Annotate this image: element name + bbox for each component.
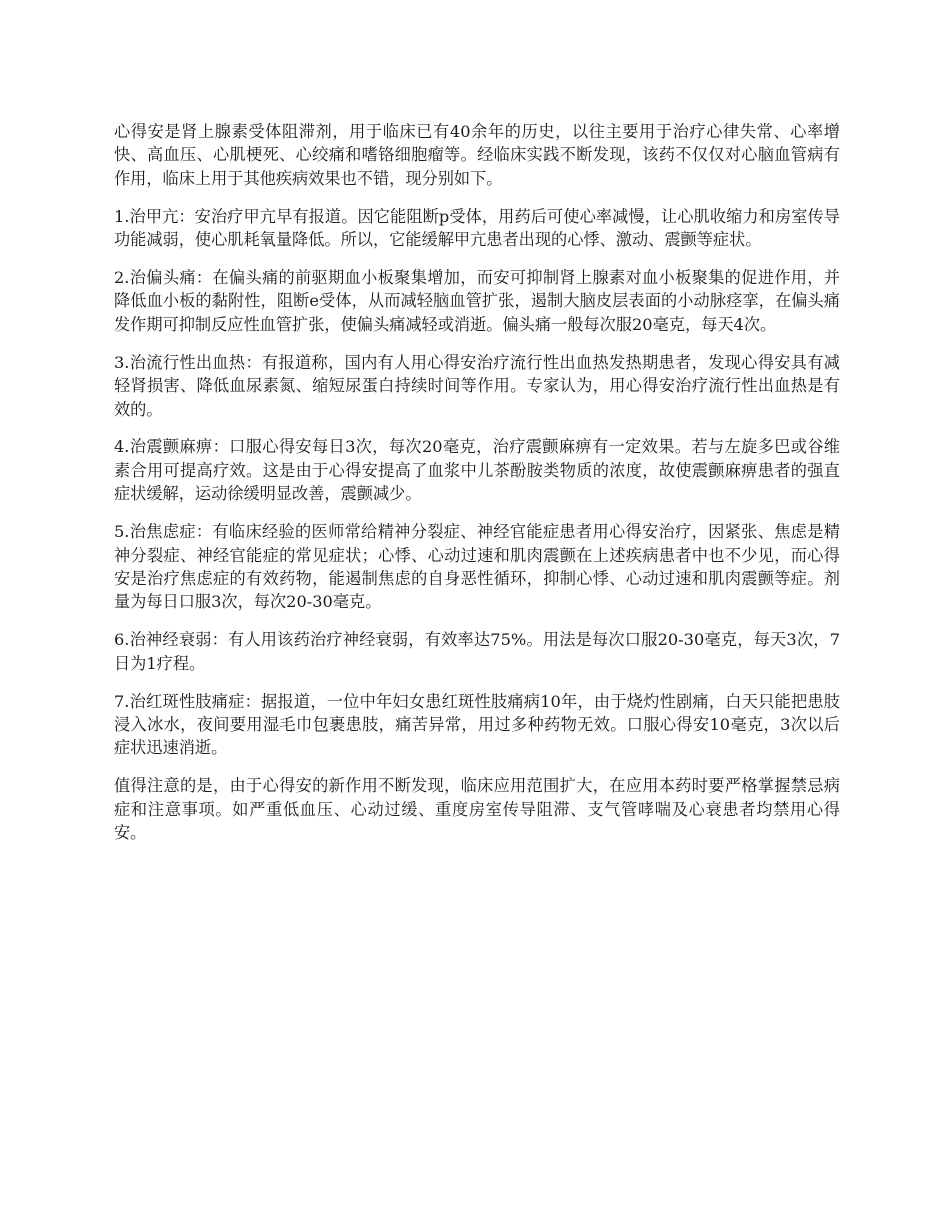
item-erythromelalgia-paragraph: 7.治红斑性肢痛症：据报道，一位中年妇女患红斑性肢痛病10年，由于烧灼性剧痛，白天只能把患肢浸入冰水，夜间要用湿毛巾包裹患肢，痛苦异常，用过多种药物无效。口服心得安10毫克，3次以后症状迅速消逝。: [114, 691, 840, 758]
item-hemorrhagic-fever-paragraph: 3.治流行性出血热：有报道称，国内有人用心得安治疗流行性出血热发热期患者，发现心得安具有减轻肾损害、降低血尿素氮、缩短尿蛋白持续时间等作用。专家认为，用心得安治疗流行性出血热是有效的。: [114, 352, 840, 419]
intro-paragraph: 心得安是肾上腺素受体阻滞剂，用于临床已有40余年的历史，以往主要用于治疗心律失常、心率增快、高血压、心肌梗死、心绞痛和嗜铬细胞瘤等。经临床实践不断发现，该药不仅仅对心脑血管病有作用，临床上用于其他疾病效果也不错，现分别如下。: [114, 122, 840, 188]
item-anxiety-paragraph: 5.治焦虑症：有临床经验的医师常给精神分裂症、神经官能症患者用心得安治疗，因紧张、焦虑是精神分裂症、神经官能症的常见症状；心悸、心动过速和肌肉震颤在上述疾病患者中也不少见，而心得安是治疗焦虑症的有效药物，能遏制焦虑的自身恶性循环，抑制心悸、心动过速和肌肉震颤等症。剂量为每日口服3次，每次20-30毫克。: [114, 522, 840, 612]
item-hyperthyroidism-paragraph: 1.治甲亢：安治疗甲亢早有报道。因它能阻断p受体，用药后可使心率减慢，让心肌收缩力和房室传导功能减弱，使心肌耗氧量降低。所以，它能缓解甲亢患者出现的心悸、激动、震颤等症状。: [114, 206, 840, 250]
item-paralysis-agitans-paragraph: 4.治震颤麻痹：口服心得安每日3次，每次20毫克，治疗震颤麻痹有一定效果。若与左旋多巴或谷维素合用可提高疗效。这是由于心得安提高了血浆中儿茶酚胺类物质的浓度，故使震颤麻痹患者的强直症状缓解，运动徐缓明显改善，震颤减少。: [114, 437, 840, 504]
item-neurasthenia-paragraph: 6.治神经衰弱：有人用该药治疗神经衰弱，有效率达75%。用法是每次口服20-30毫克，每天3次，7日为1疗程。: [114, 630, 840, 673]
caution-paragraph: 值得注意的是，由于心得安的新作用不断发现，临床应用范围扩大，在应用本药时要严格掌握禁忌病症和注意事项。如严重低血压、心动过缓、重度房室传导阻滞、支气管哮喘及心衰患者均禁用心得安。: [114, 776, 840, 843]
item-migraine-paragraph: 2.治偏头痛：在偏头痛的前驱期血小板聚集增加，而安可抑制肾上腺素对血小板聚集的促进作用，并降低血小板的黏附性，阻断e受体，从而减轻脑血管扩张，遏制大脑皮层表面的小动脉痉挛，在偏头痛发作期可抑制反应性血管扩张，使偏头痛减轻或消逝。偏头痛一般每次服20毫克，每天4次。: [114, 268, 840, 334]
document-body: [114, 120, 840, 859]
